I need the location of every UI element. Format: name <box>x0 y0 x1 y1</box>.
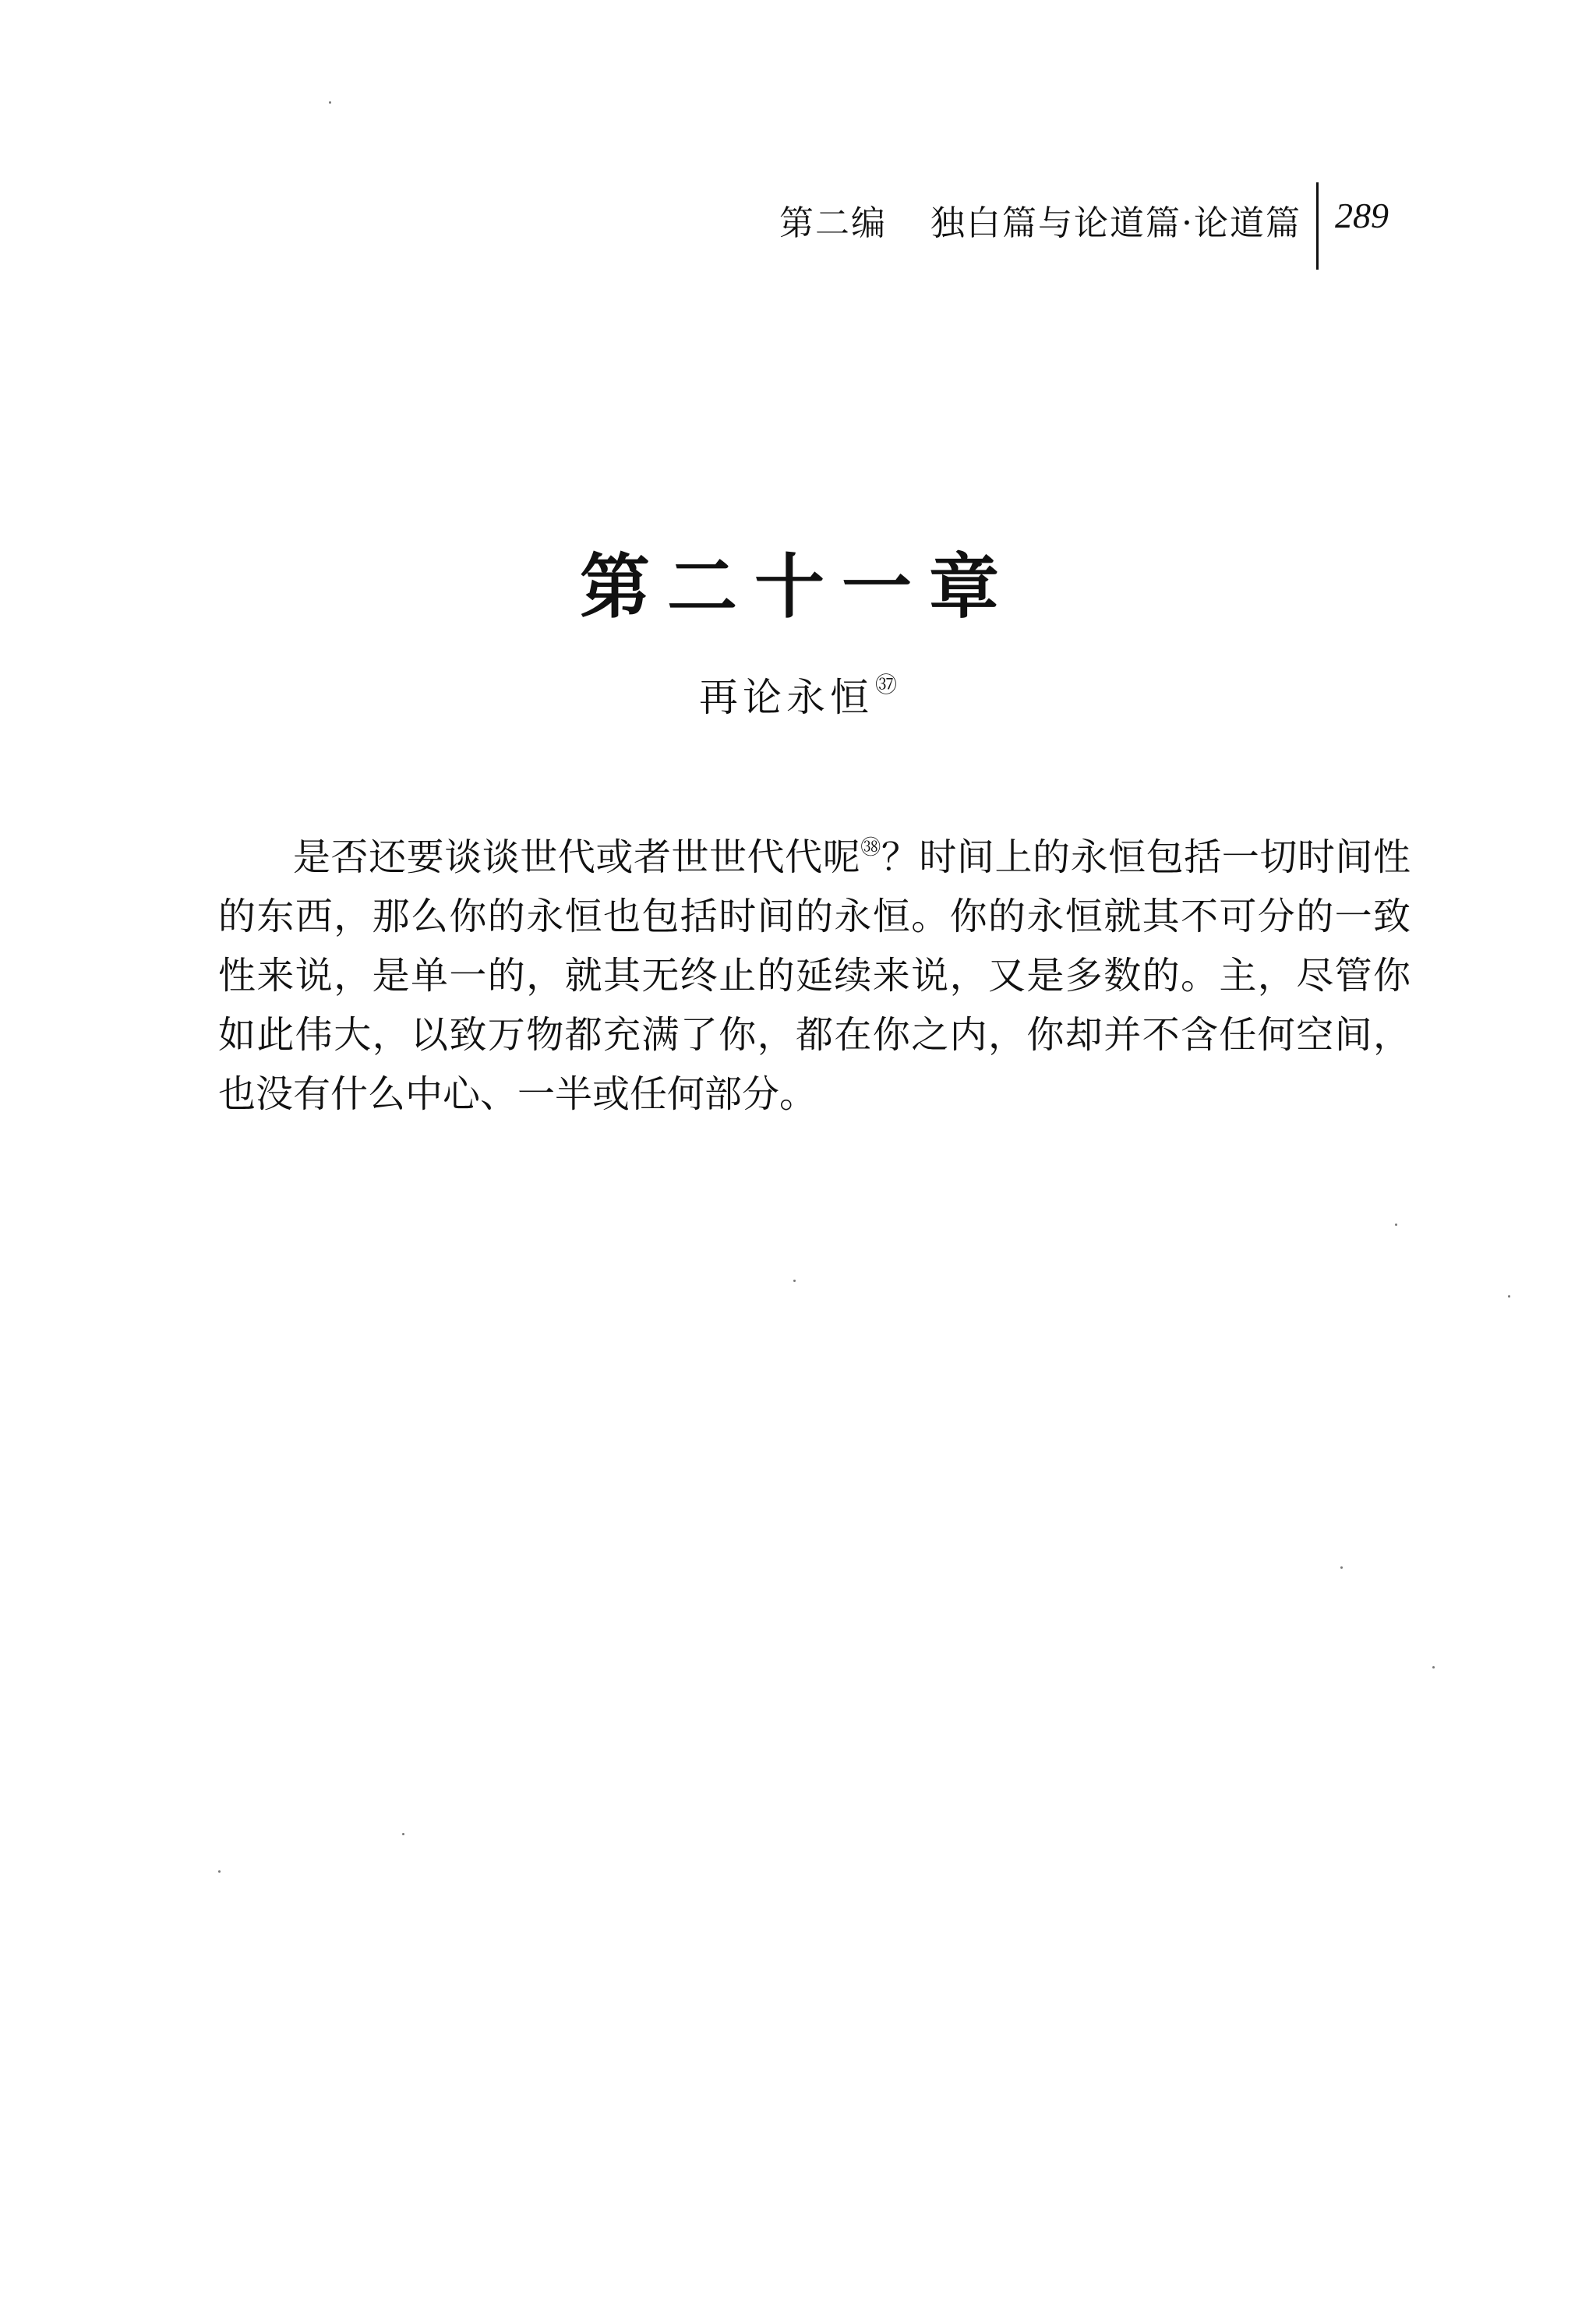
header-divider <box>1316 182 1319 270</box>
body-text-part-2: ？时间上的永恒包括一切时间性的东西，那么你的永恒也包括时间的永恒。你的永恒就其不可分的一致性来说，是单一的，就其无终止的延续来说，又是多数的。主，尽管你如此伟大，以致万物都充满了你，都在你之内，你却并不含任何空间，也没有什么中心、一半或任何部分。 <box>218 835 1411 1116</box>
scan-speck <box>1395 1224 1397 1226</box>
chapter-subtitle <box>0 666 1596 722</box>
body-paragraph <box>218 818 1411 1124</box>
scan-speck <box>1432 1666 1435 1668</box>
scan-speck <box>1340 1566 1343 1569</box>
body-text-part-1: 是否还要谈谈世代或者世世代代呢 <box>293 835 861 879</box>
header-text <box>779 195 1301 245</box>
footnote-marker: ㊳ <box>860 836 881 860</box>
header-title: 独白篇与论道篇·论道篇 <box>930 203 1301 243</box>
running-header <box>764 190 1465 276</box>
scan-speck <box>402 1833 404 1835</box>
scan-speck <box>329 101 331 104</box>
footnote-marker: ㊲ <box>874 672 897 697</box>
chapter-subtitle-text: 再论永恒 <box>698 675 874 720</box>
scan-speck <box>793 1280 796 1282</box>
scan-speck <box>1508 1295 1510 1298</box>
scan-speck <box>218 1870 221 1873</box>
page-number: 289 <box>1335 196 1389 235</box>
chapter-title: 第二十一章 <box>580 546 1016 628</box>
header-section: 第二编 <box>779 203 887 243</box>
